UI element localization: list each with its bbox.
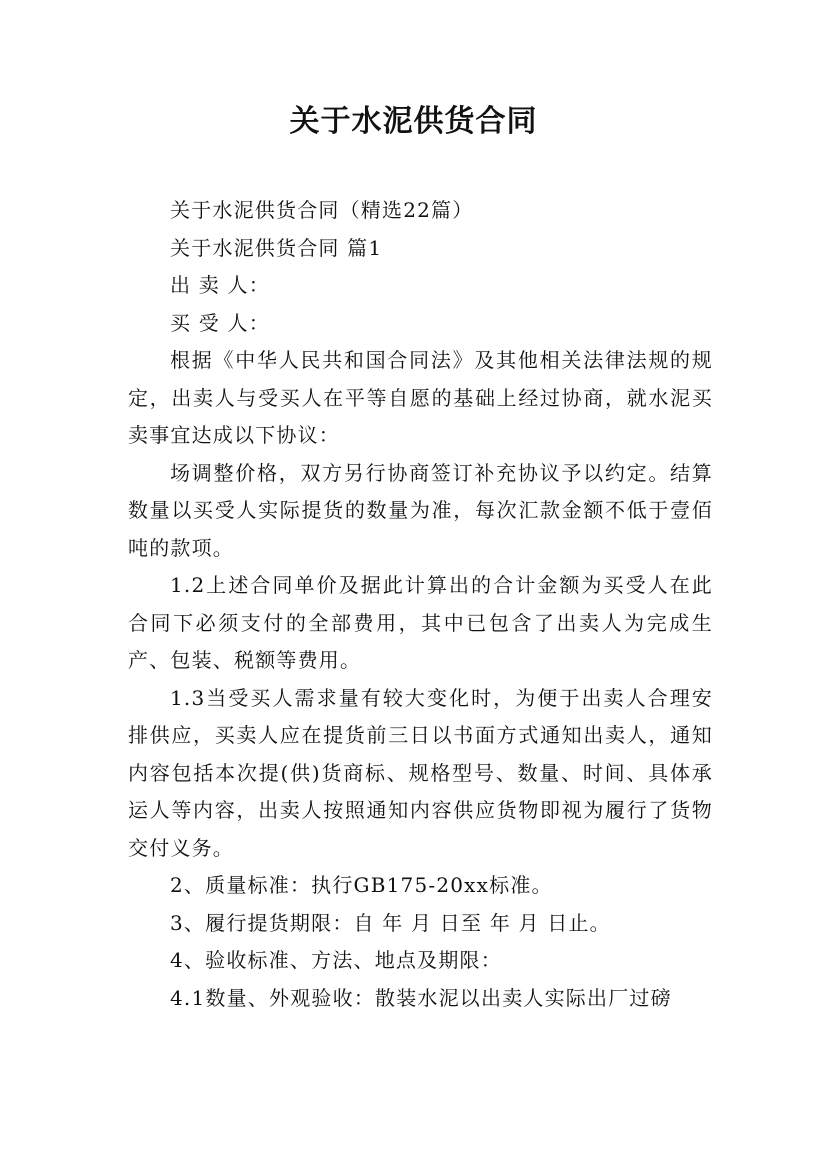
seller-label: 出 卖 人：: [170, 273, 270, 297]
clause-2-quality: 2、质量标准：执行GB175-20xx标准。: [170, 873, 553, 897]
clause-4-acceptance: 4、验收标准、方法、地点及期限：: [170, 948, 502, 972]
subtitle-line: 关于水泥供货合同（精选22篇）: [170, 198, 474, 222]
pricing-paragraph: 场调整价格，双方另行协商签订补充协议予以约定。结算数量以买受人实际提货的数量为准，每次汇款金额不低于壹佰吨的款项。: [128, 460, 713, 560]
preamble-paragraph: 根据《中华人民共和国合同法》及其他相关法律法规的规定，出卖人与受买人在平等自愿的基础上经过协商，就水泥买卖事宜达成以下协议：: [128, 348, 713, 447]
document-body: [128, 192, 713, 1017]
clause-3-delivery-period: 3、履行提货期限：自 年 月 日至 年 月 日止。: [170, 910, 611, 935]
clause-1-3: 1.3当受买人需求量有较大变化时，为便于出卖人合理安排供应，买卖人应在提货前三日以书面方式通知出卖人，通知内容包括本次提(供)货商标、规格型号、数量、时间、具体承运人等内容，出卖人按照通知内容供应货物即视为履行了货物交付义务。: [128, 685, 713, 860]
buyer-label: 买 受 人：: [170, 310, 270, 335]
section-heading: 关于水泥供货合同 篇1: [170, 235, 383, 260]
document-title: 关于水泥供货合同: [289, 104, 538, 139]
clause-1-2: 1.2上述合同单价及据此计算出的合计金额为买受人在此合同下必须支付的全部费用，其中已包含了出卖人为完成生产、包装、税额等费用。: [128, 573, 713, 672]
clause-4-1-quantity: 4.1数量、外观验收：散装水泥以出卖人实际出厂过磅: [170, 985, 672, 1010]
